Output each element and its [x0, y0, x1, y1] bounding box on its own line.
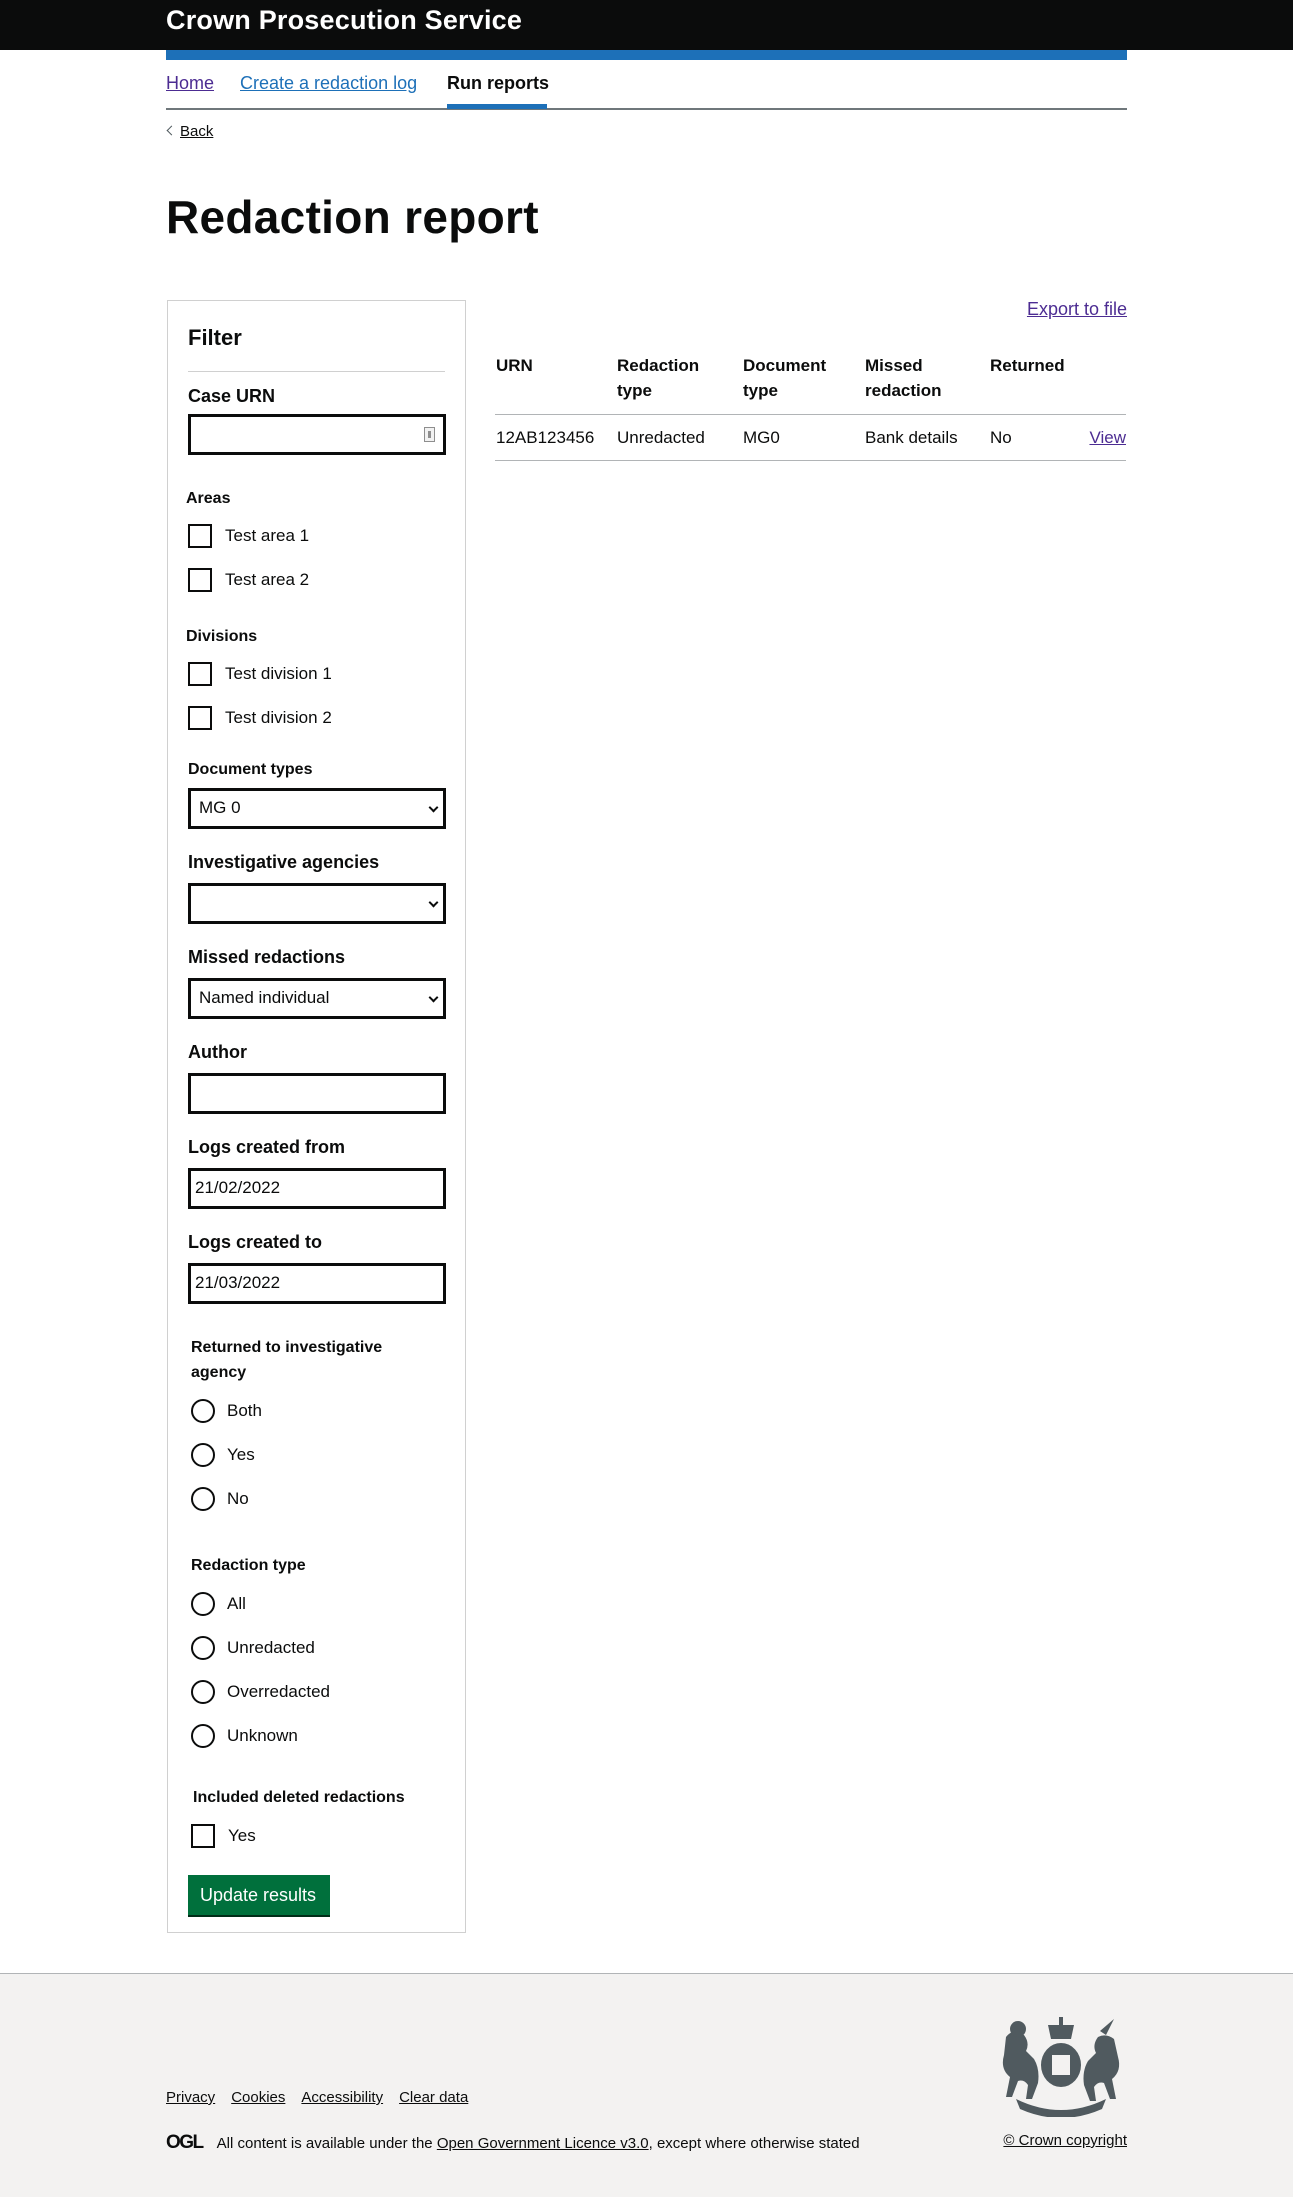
redaction-type-option-unknown[interactable] — [191, 1722, 298, 1750]
active-nav-indicator — [447, 104, 547, 109]
column-header-document-type: Document type — [743, 356, 827, 400]
area-option-1[interactable] — [188, 522, 309, 550]
radio[interactable] — [191, 1487, 215, 1511]
column-header-returned: Returned — [990, 356, 1065, 375]
selected-value: Named individual — [199, 988, 330, 1007]
ogl-logo-icon: OGL — [166, 2132, 203, 2153]
back-link[interactable]: Back — [180, 123, 214, 140]
returned-option-both[interactable] — [191, 1397, 262, 1425]
deleted-option-yes[interactable] — [191, 1822, 256, 1850]
footer-links — [166, 2089, 484, 2106]
checkbox[interactable] — [188, 568, 212, 592]
radio[interactable] — [191, 1443, 215, 1467]
header-divider — [495, 414, 1126, 415]
page-title: Redaction report — [166, 191, 539, 243]
footer-link-clear-data[interactable]: Clear data — [399, 2089, 469, 2106]
update-results-button[interactable]: Update results — [188, 1875, 330, 1915]
filter-panel — [167, 300, 466, 1933]
column-header-urn: URN — [496, 356, 533, 375]
option-label: Test area 1 — [225, 526, 310, 545]
checkbox[interactable] — [188, 662, 212, 686]
option-label: Test division 1 — [225, 664, 332, 683]
filter-heading: Filter — [188, 325, 242, 350]
option-label: All — [227, 1594, 246, 1613]
returned-option-no[interactable] — [191, 1485, 249, 1513]
site-header — [0, 0, 1293, 50]
missed-redactions-label: Missed redactions — [188, 947, 346, 967]
row-divider — [495, 460, 1126, 461]
areas-label: Areas — [186, 490, 231, 507]
chevron-left-icon — [167, 126, 177, 136]
footer-link-cookies[interactable]: Cookies — [231, 2089, 286, 2106]
back-link-container — [166, 123, 213, 140]
redaction-type-option-overredacted[interactable] — [191, 1678, 330, 1706]
primary-navigation — [166, 60, 1127, 110]
investigative-agencies-select[interactable] — [188, 883, 446, 924]
cell-document-type: MG0 — [743, 428, 780, 447]
checkbox[interactable] — [191, 1824, 215, 1848]
division-option-2[interactable] — [188, 704, 332, 732]
nav-home[interactable]: Home — [166, 73, 215, 93]
option-label: Both — [227, 1401, 262, 1420]
redaction-type-label: Redaction type — [191, 1557, 306, 1574]
column-header-missed-redaction: Missed redaction — [865, 356, 942, 400]
area-option-2[interactable] — [188, 566, 309, 594]
option-label: No — [227, 1489, 249, 1508]
selected-value: MG 0 — [199, 798, 241, 817]
option-label: Test area 2 — [225, 570, 310, 589]
cell-missed-redaction: Bank details — [865, 428, 958, 447]
radio[interactable] — [191, 1636, 215, 1660]
ogl-licence-link[interactable]: Open Government Licence v3.0 — [436, 2134, 649, 2152]
returned-label: Returned to investigative agency — [191, 1339, 383, 1381]
licence-statement — [166, 2132, 860, 2154]
option-label: Test division 2 — [225, 708, 332, 727]
document-types-label: Document types — [188, 761, 313, 778]
logs-to-input[interactable] — [188, 1263, 446, 1304]
redaction-type-option-unredacted[interactable] — [191, 1634, 315, 1662]
licence-suffix: , except where otherwise stated — [648, 2134, 860, 2152]
chevron-down-icon — [429, 993, 439, 1003]
redaction-type-option-all[interactable] — [191, 1590, 246, 1618]
cell-redaction-type: Unredacted — [617, 428, 705, 447]
chevron-down-icon — [429, 898, 439, 908]
logs-from-label: Logs created from — [188, 1137, 346, 1157]
author-label: Author — [188, 1042, 247, 1062]
case-urn-label: Case URN — [188, 386, 276, 406]
returned-option-yes[interactable] — [191, 1441, 255, 1469]
logs-from-value: 21/02/2022 — [195, 1178, 281, 1197]
nav-run-reports[interactable]: Run reports — [447, 73, 550, 93]
nav-create-redaction-log[interactable]: Create a redaction log — [240, 73, 418, 93]
brand-bar — [166, 50, 1127, 60]
investigative-agencies-label: Investigative agencies — [188, 852, 380, 872]
option-label: Unredacted — [227, 1638, 315, 1657]
site-footer — [0, 1973, 1293, 2197]
crown-copyright-link[interactable]: © Crown copyright — [1003, 2132, 1127, 2149]
export-to-file-link[interactable]: Export to file — [1026, 299, 1127, 319]
autofill-contact-icon[interactable] — [424, 427, 435, 442]
cell-returned: No — [990, 428, 1012, 447]
radio[interactable] — [191, 1592, 215, 1616]
licence-prefix: All content is available under the — [216, 2134, 433, 2152]
deleted-redactions-label: Included deleted redactions — [193, 1789, 405, 1806]
logs-to-label: Logs created to — [188, 1232, 323, 1252]
missed-redactions-select[interactable] — [188, 978, 446, 1019]
option-label: Yes — [228, 1826, 256, 1845]
checkbox[interactable] — [188, 706, 212, 730]
checkbox[interactable] — [188, 524, 212, 548]
column-header-redaction-type: Redaction type — [617, 356, 700, 400]
cell-urn: 12AB123456 — [496, 428, 595, 447]
logs-from-input[interactable] — [188, 1168, 446, 1209]
case-urn-input[interactable] — [188, 414, 446, 455]
filter-divider — [188, 371, 445, 372]
radio[interactable] — [191, 1399, 215, 1423]
option-label: Overredacted — [227, 1682, 330, 1701]
service-name: Crown Prosecution Service — [166, 5, 523, 35]
author-input[interactable] — [188, 1073, 446, 1114]
option-label: Yes — [227, 1445, 255, 1464]
royal-coat-of-arms-icon — [996, 2017, 1126, 2117]
radio[interactable] — [191, 1724, 215, 1748]
radio[interactable] — [191, 1680, 215, 1704]
option-label: Unknown — [227, 1726, 298, 1745]
divisions-label: Divisions — [186, 628, 258, 645]
view-link[interactable]: View — [1089, 428, 1126, 447]
document-types-select[interactable] — [188, 788, 446, 829]
chevron-down-icon — [429, 803, 439, 813]
footer-link-privacy[interactable]: Privacy — [166, 2089, 216, 2106]
footer-link-accessibility[interactable]: Accessibility — [301, 2089, 384, 2106]
division-option-1[interactable] — [188, 660, 332, 688]
logs-to-value: 21/03/2022 — [195, 1273, 281, 1292]
